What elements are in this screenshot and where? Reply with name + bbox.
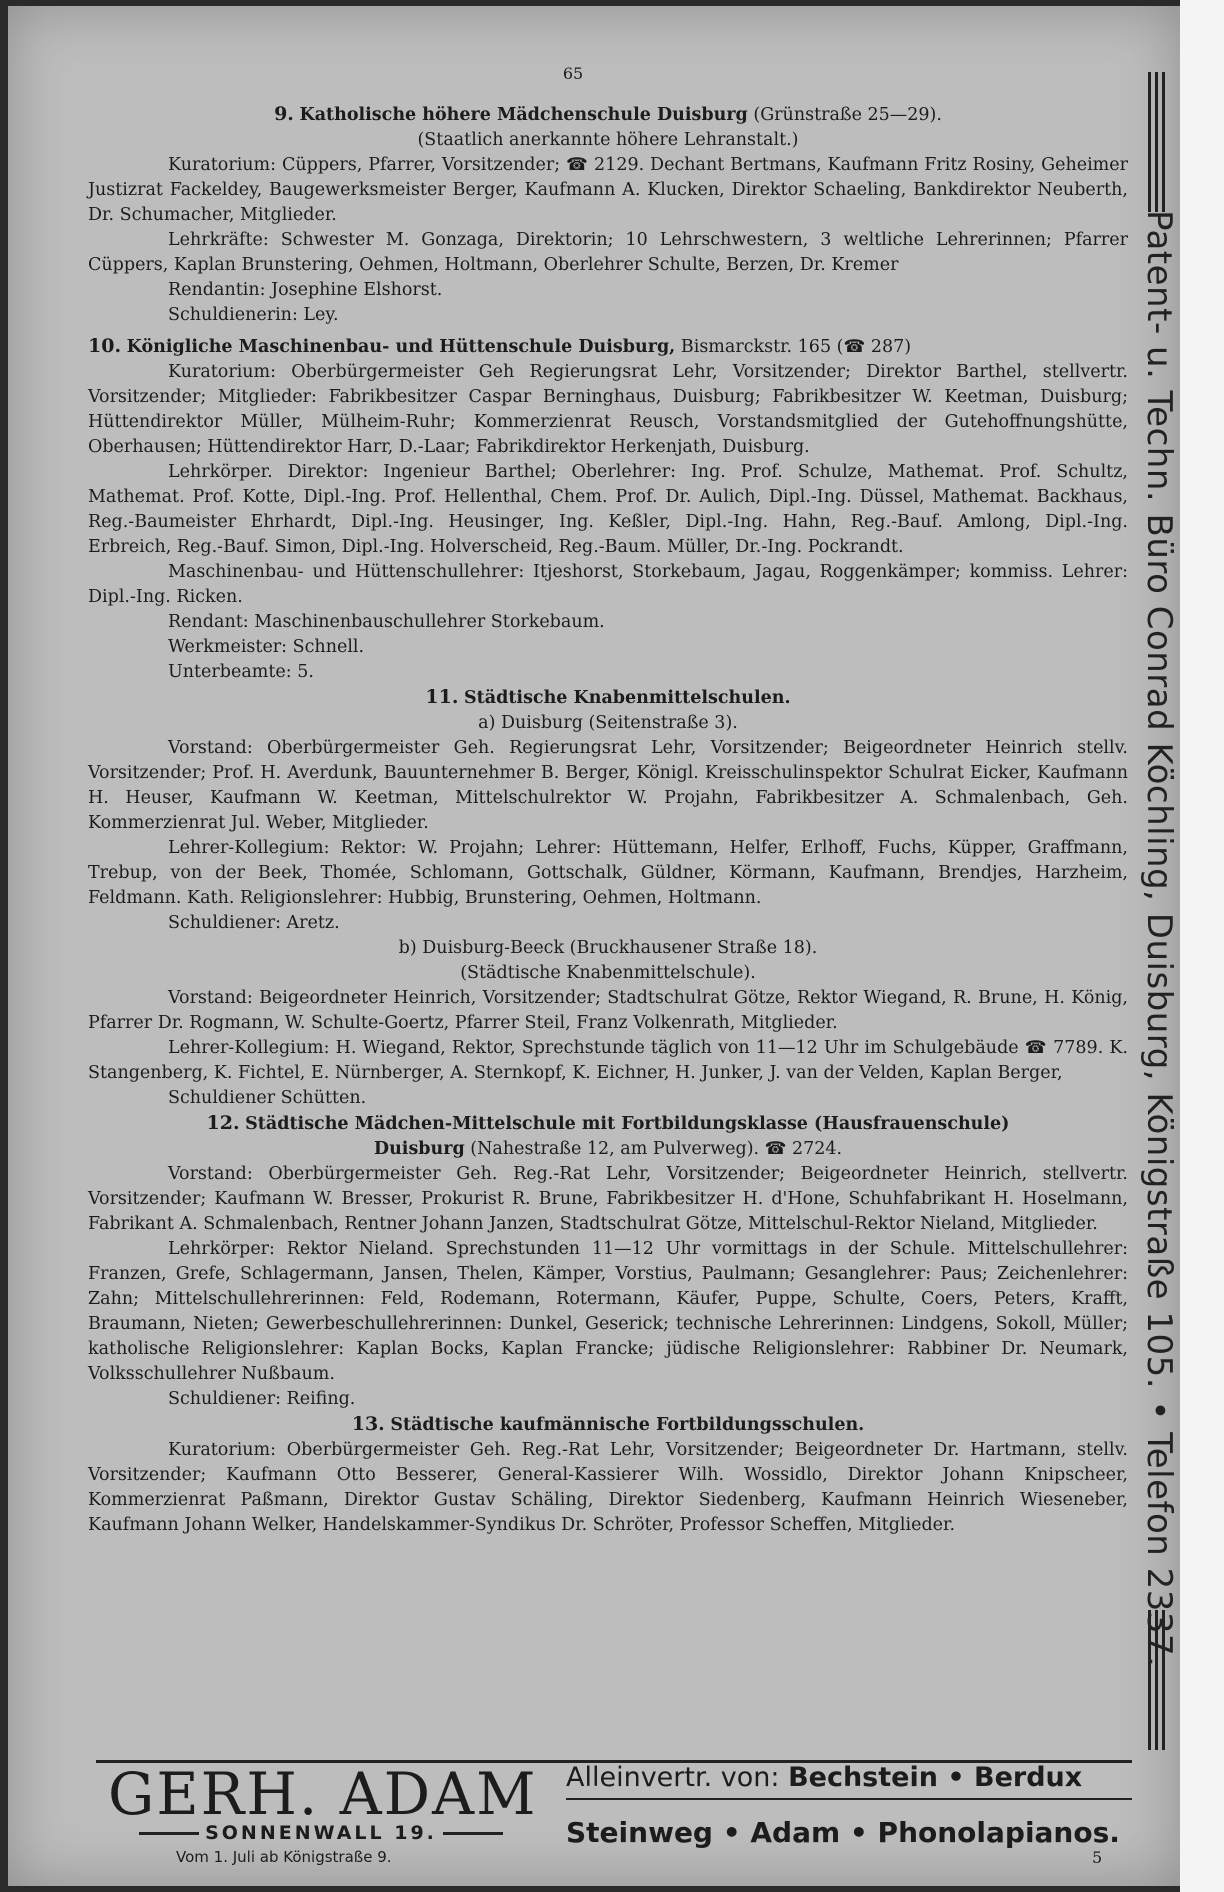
section-10-paragraph: Werkmeister: Schnell.: [168, 637, 365, 657]
section-10-paragraph: Rendant: Maschinenbauschullehrer Storkebaum.: [168, 612, 605, 632]
vertical-ad-text: Patent- u. Techn. Büro Conrad Köchling, Duisburg, Königstraße 105. • Telefon 2337.: [1139, 210, 1179, 1668]
section-number: 13.: [351, 1413, 385, 1435]
section-12-paragraph: Vorstand: Oberbürgermeister Geh. Reg.-Rat Lehr, Vorsitzender; Beigeordneter Heinrich, stellvertr. Vorsitzender; Kaufmann W. Bresser, Prokurist R. Brune, Fabrikbesitzer H. d'Hone, Schuhfabrikant H. Hoselmann, Fabrikant A. Schmalenbach, Rentner Johann Janzen, Stadtschulrat Götze, Mittelschul-Rektor Nieland, Mitglieder.: [88, 1164, 1128, 1234]
section-11b-paragraph: Lehrer-Kollegium: H. Wiegand, Rektor, Sprechstunde täglich von 11—12 Uhr im Schulgebäude ☎ 7789. K. Stangenberg, K. Fichtel, E. Nürnberger, A. Sternkopf, K. Eichner, H. Junker, J. van der Velden, Kaplan Berger,: [88, 1038, 1128, 1083]
ad-brands: Bechstein • Berdux: [788, 1762, 1083, 1793]
section-11a-paragraph: Schuldiener: Aretz.: [168, 913, 340, 933]
section-number: 12.: [206, 1112, 240, 1134]
section-10-paragraph: Maschinenbau- und Hüttenschullehrer: Itjeshorst, Storkebaum, Jagau, Roggenkämper; kommiss. Lehrer: Dipl.-Ing. Ricken.: [88, 562, 1128, 607]
section-10-paragraph: Kuratorium: Oberbürgermeister Geh Regierungsrat Lehr, Vorsitzender; Direktor Barthel, stellvertr. Vorsitzender; Mitglieder: Fabrikbesitzer Caspar Berninghaus, Duisburg; Fabrikbesitzer W. Keetman, Duisburg; Hüttendirektor Müller, Mülheim-Ruhr; Kommerzienrat Reusch, Vorstandsmitglied der Gutehoffnungshütte, Oberhausen; Hüttendirektor Harr, D.-Laar; Fabrikdirektor Herkenjath, Duisburg.: [88, 362, 1128, 457]
scan-edge: [1180, 0, 1224, 1892]
section-address: Bismarckstr. 165 (☎ 287): [680, 337, 912, 357]
section-12-heading: [88, 1111, 1128, 1137]
section-10-heading: [88, 334, 1128, 360]
page-number: 65: [562, 64, 584, 83]
section-title: Königliche Maschinenbau- und Hüttenschule Duisburg,: [126, 337, 676, 357]
section-11-heading: [88, 685, 1128, 711]
address-text: SONNENWALL 19.: [205, 1822, 437, 1844]
section-12-paragraph: Lehrkörper: Rektor Nieland. Sprechstunden 11—12 Uhr vormittags in der Schule. Mittelschullehrer: Franzen, Grefe, Schlagermann, Jansen, Thelen, Kämper, Vorstius, Paulmann; Gesanglehrer: Paus; Zeichenlehrer: Zahn; Mittelschullehrerinnen: Feld, Rodemann, Rotermann, Käufer, Puppe, Schulte, Coers, Peters, Krafft, Braumann, Nieten; Gewerbeschullehrerinnen: Dunkel, Geserick; technische Lehrerinnen: Lindgens, Sokoll, Müller; katholische Religionslehrer: Kaplan Bocks, Kaplan Francke; jüdische Religionslehrer: Rabbiner Dr. Neumark, Volksschullehrer Nußbaum.: [88, 1239, 1128, 1384]
section-11b-subtitle: (Städtische Knabenmittelschule).: [460, 963, 756, 983]
section-13-paragraph: Kuratorium: Oberbürgermeister Geh. Reg.-Rat Lehr, Vorsitzender; Beigeordneter Dr. Hartmann, stellv. Vorsitzender; Kaufmann Otto Besserer, General-Kassierer Wilh. Wossidlo, Direktor Johann Knipscheer, Kommerzienrat Paßmann, Direktor Gustav Schäling, Direktor Siedenberg, Kaufmann Heinrich Wieseneber, Kaufmann Johann Welker, Handelskammer-Syndikus Dr. Schröter, Professor Scheffen, Mitglieder.: [88, 1440, 1128, 1535]
section-11b-subheading: b) Duisburg-Beeck (Bruckhausener Straße 18).: [398, 938, 818, 958]
brand-address: [96, 1822, 546, 1844]
vertical-advertisement: [1139, 210, 1185, 1668]
section-13-heading: [88, 1412, 1128, 1438]
section-title: Städtische kaufmännische Fortbildungsschulen.: [390, 1415, 865, 1435]
vertical-rule-top: [1148, 72, 1174, 212]
section-11a-subheading: a) Duisburg (Seitenstraße 3).: [478, 713, 738, 733]
ad-prefix: Alleinvertr. von:: [566, 1762, 780, 1793]
ad-line-1: [566, 1762, 1132, 1793]
footer-advertisement: [96, 1760, 1132, 1866]
section-number: 10.: [88, 335, 122, 357]
section-9-paragraph: Schuldienerin: Ley.: [168, 305, 339, 325]
section-number: 9.: [274, 103, 294, 125]
section-title: Katholische höhere Mädchenschule Duisburg: [299, 105, 748, 125]
section-address: (Grünstraße 25—29).: [753, 105, 942, 125]
section-9-paragraph: Rendantin: Josephine Elshorst.: [168, 280, 443, 300]
section-title: Städtische Knabenmittelschulen.: [464, 688, 791, 708]
section-number: 11.: [425, 686, 459, 708]
section-10-paragraph: Lehrkörper. Direktor: Ingenieur Barthel; Oberlehrer: Ing. Prof. Schulze, Mathemat. Prof. Schultz, Mathemat. Prof. Kotte, Dipl.-Ing. Prof. Hellenthal, Chem. Prof. Dr. Aulich, Dipl.-Ing. Düssel, Mathemat. Backhaus, Reg.-Baumeister Ehrhardt, Dipl.-Ing. Heusinger, Ing. Keßler, Dipl.-Ing. Hahn, Reg.-Bauf. Amlong, Dipl.-Ing. Erbreich, Reg.-Bauf. Simon, Dipl.-Ing. Holverscheid, Reg.-Baum. Müller, Dr.-Ing. Pockrandt.: [88, 462, 1128, 557]
section-9-subtitle: (Staatlich anerkannte höhere Lehranstalt.): [417, 130, 799, 150]
section-address: (Nahestraße 12, am Pulverweg). ☎ 2724.: [470, 1139, 843, 1159]
section-12-paragraph: Schuldiener: Reifing.: [168, 1389, 356, 1409]
section-11a-paragraph: Vorstand: Oberbürgermeister Geh. Regierungsrat Lehr, Vorsitzender; Beigeordneter Heinrich stellv. Vorsitzender; Prof. H. Averdunk, Bauunternehmer B. Berger, Königl. Kreisschulinspektor Schulrat Eicker, Kaufmann H. Heuser, Kaufmann W. Keetman, Mittelschulrektor W. Projahn, Fabrikbesitzer A. Schmalenbach, Geh. Kommerzienrat Jul. Weber, Mitglieder.: [88, 738, 1128, 833]
section-11a-paragraph: Lehrer-Kollegium: Rektor: W. Projahn; Lehrer: Hüttemann, Helfer, Erlhoff, Fuchs, Küpper, Graffmann, Trebup, von der Beek, Thomée, Schlomann, Gottschalk, Güldner, Körmann, Kaufmann, Brendjes, Harzheim, Feldmann. Kath. Religionslehrer: Hubbig, Brunstering, Oehmen, Holtmann.: [88, 838, 1128, 908]
section-12-heading-line2: [88, 1137, 1128, 1162]
section-9-paragraph: Lehrkräfte: Schwester M. Gonzaga, Direktorin; 10 Lehrschwestern, 3 weltliche Lehrerinnen; Pfarrer Cüppers, Kaplan Brunstering, Oehmen, Holtmann, Oberlehrer Schulte, Berzen, Dr. Kremer: [88, 230, 1128, 275]
section-city: Duisburg: [373, 1139, 465, 1159]
section-9-heading: [88, 102, 1128, 128]
brand-name: GERH. ADAM: [108, 1760, 538, 1828]
section-11b-paragraph: Vorstand: Beigeordneter Heinrich, Vorsitzender; Stadtschulrat Götze, Rektor Wiegand, R. Brune, H. König, Pfarrer Dr. Rogmann, W. Schulte-Goertz, Pfarrer Steil, Franz Volkenrath, Mitglieder.: [88, 988, 1128, 1033]
section-title: Städtische Mädchen-Mittelschule mit Fortbildungsklasse (Hausfrauenschule): [245, 1114, 1010, 1134]
document-body: [88, 102, 1128, 1538]
ad-line-2: Steinweg • Adam • Phonolapianos.: [566, 1816, 1120, 1849]
section-10-paragraph: Unterbeamte: 5.: [168, 662, 314, 682]
relocation-note: Vom 1. Juli ab Königstraße 9.: [176, 1848, 392, 1866]
section-11b-paragraph: Schuldiener Schütten.: [168, 1088, 367, 1108]
section-9-paragraph: Kuratorium: Cüppers, Pfarrer, Vorsitzender; ☎ 2129. Dechant Bertmans, Kaufmann Fritz Rosiny, Geheimer Justizrat Fackeldey, Baugewerksmeister Berger, Kaufmann A. Klucken, Direktor Schaeling, Bankdirektor Neuberth, Dr. Schumacher, Mitglieder.: [88, 155, 1128, 225]
corner-number: 5: [1092, 1848, 1103, 1867]
